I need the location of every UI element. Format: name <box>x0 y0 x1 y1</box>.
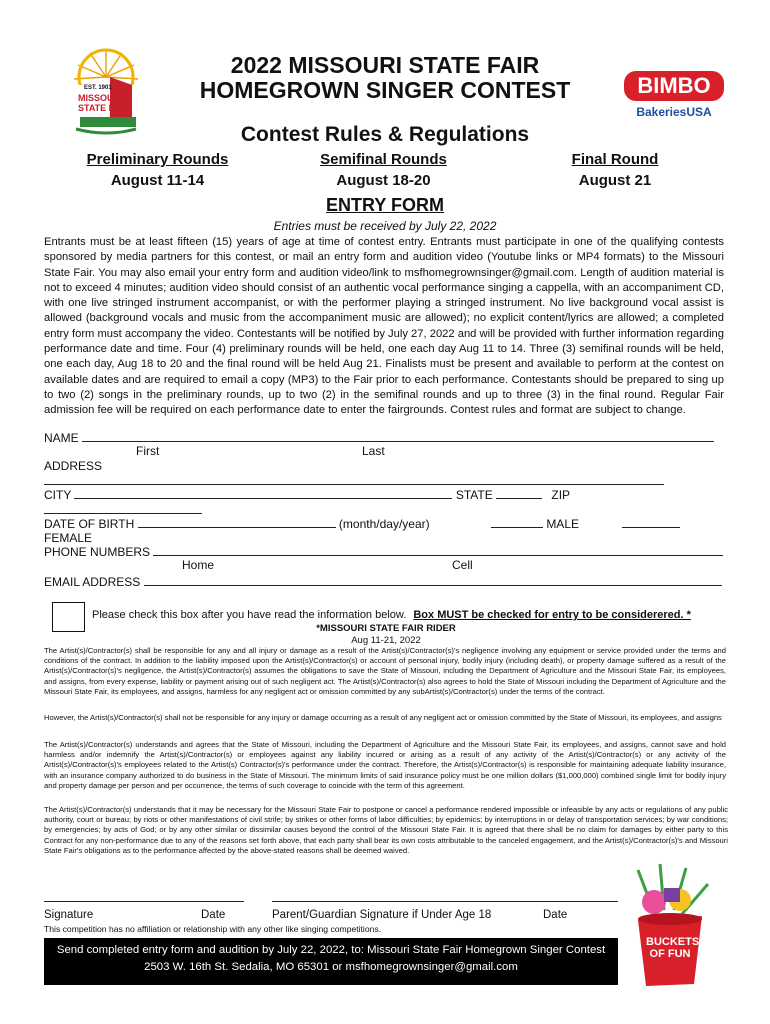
female-checkbox-line[interactable] <box>622 516 680 528</box>
parent-date-label: Date <box>543 909 568 921</box>
name-label: NAME <box>44 431 79 445</box>
rider-paragraph-4: The Artist(s)/Contractor(s) understands that it may be necessary for the Missouri State Fair to postpone or cancel a performance rendered impossible or infeasible by any acts or regulations of any public authority, court or bureau; by riots or other manifestations of civil strife; by strikes or other forms of labor difficulties; by epidemics; by interruptions in or delay of transportation services; by war conditions; by emergencies; by acts of God; or by any other similar or dissimilar causes beyond the control of the Missouri State Fair. It is agreed that there shall be no claim for damages by either party to this Contract for any non-performance due to any of the reasons set forth above, that each party shall bear its own costs attributable to the canceled engagement, and the Artist(s)/Contractor(s)'s and Missouri State Fair's obligations as to the performance affected by the above-stated reasons shall be deemed waived. <box>44 805 728 855</box>
zip-label: ZIP <box>551 488 570 502</box>
state-input[interactable] <box>496 487 542 499</box>
email-row <box>44 574 724 589</box>
rules-text: Entrants must be at least fifteen (15) years of age at time of contest entry. Entrants must participate in one of the qualifying contests sponsored by media partners for this contest, or mail an entry form and audition video (Youtube links or MP4 formats) to the Missouri State Fair. You may also email your entry form and audition video/link to msfhomegrownsinger@gmail.com. Length of audition material is not to exceed 4 minutes; audition video should consist of an authentic vocal performance singing a cappella, with an accompaniment CD, with one live stringed instrument accompanist, or with the performer playing a stringed instrument. No live background vocal assist is allowed (background vocals and music from the accompaniment music are allowed); no explicit content/lyrics are allowed; a completed entry form must accompany the video. Contestants will be notified by July 27, 2022 and will be provided with further information regarding performance date and time. Four (4) preliminary rounds will be held, one each day Aug 11 to 14. Three (3) semifinal rounds will be held, one each day, Aug 18 to 20 and the final round will be held Aug 21. Finalists must be present and available to perform at the contest on available dates and are required to email a copy (MP3) to the Fair prior to each performance. Contestants should be prepared to sing up to two (2) songs in the preliminary rounds, up to two (2) in the semifinal rounds and up to three (3) in the final round. Regular Fair admission fee will be required on each performance date to enter the fairgrounds. Contest rules and format are subject to change. <box>44 236 724 417</box>
round-dates: August 21 <box>578 172 652 189</box>
parent-signature-line[interactable] <box>272 901 618 902</box>
first-label: First <box>136 444 160 458</box>
city-input[interactable] <box>74 487 452 499</box>
checkbox-text <box>92 609 691 621</box>
dob-input[interactable] <box>138 516 336 528</box>
checkbox-instruction: Please check this box after you have read the information below. <box>92 609 407 621</box>
title-line-2: HOMEGROWN SINGER CONTEST <box>199 77 571 103</box>
title-line-1: 2022 MISSOURI STATE FAIR <box>230 52 540 78</box>
phone-input[interactable] <box>153 544 723 556</box>
round-name: Preliminary Rounds <box>86 151 229 168</box>
rider-paragraph-3: The Artist(s)/Contractor(s) understands and agrees that the State of Missouri, including the Department of Agriculture and the Missouri State Fair, its employees, and assigns, cannot save and hold harmless and/or indemnify the Artist(s)/Contractor(s) or employees against any liability incurred or arising as a result of any activity of the Artist(s)/Contractor(s) or any activity of the Artist(s)/Contractor(s)'s employees related to the Artist(s) Contractor(s)'s performance under the contract. Therefore, the Artist(s)/Contractor(s) is responsible for maintaining adequate liability insurance, with an insurance company authorized to do business in the State of Missouri. The minimum limits of said insurance policy must be one million dollars ($1,000,000) combined single limit for bodily injury and property damage per person and per occurrence, the terms of such coverage to coincide with the term of this agreement. <box>44 740 726 790</box>
buckets-of-fun-illustration <box>624 862 716 990</box>
female-label: FEMALE <box>44 531 93 545</box>
logo-state-fair: STATE FAIR <box>78 103 130 113</box>
home-label: Home <box>182 558 215 572</box>
male-label: MALE <box>546 517 579 531</box>
disclaimer: This competition has no affiliation or relationship with any other like singing competitions. <box>44 924 382 934</box>
address-label: ADDRESS <box>44 459 103 473</box>
rider-dates: Aug 11-21, 2022 <box>351 635 421 646</box>
parent-signature-label: Parent/Guardian Signature if Under Age 18 <box>272 909 492 921</box>
buckets-of-fun-text: BUCKETS OF FUN <box>646 936 700 960</box>
city-row <box>44 487 724 517</box>
dob-format: (month/day/year) <box>338 517 430 531</box>
footer-line-1: Send completed entry form and audition by July 22, 2022, to: Missouri State Fair Homegrown Singer Contest <box>56 944 606 956</box>
state-label: STATE <box>455 488 493 502</box>
read-confirm-checkbox[interactable] <box>52 602 85 632</box>
zip-input[interactable] <box>44 502 202 514</box>
email-label: EMAIL ADDRESS <box>44 575 141 589</box>
phone-label: PHONE NUMBERS <box>44 545 151 559</box>
dob-row <box>44 516 724 545</box>
address-input[interactable] <box>44 473 664 485</box>
signature-label: Signature <box>44 909 94 921</box>
footer-banner <box>44 938 618 985</box>
phone-row <box>44 544 724 559</box>
name-input[interactable] <box>82 430 714 442</box>
round-name: Semifinal Rounds <box>320 151 447 168</box>
signature-line[interactable] <box>44 901 244 902</box>
round-name: Final Round <box>571 151 659 168</box>
male-checkbox-line[interactable] <box>491 516 543 528</box>
round-semifinal <box>296 151 471 189</box>
rider-paragraph-1: The Artist(s)/Contractor(s) shall be responsible for any and all injury or damage as a result of the Artist(s)/Contractor(s)'s negligence involving any equipment or service provided under the terms and conditions of the contract. In addition to the liability imposed upon the Artist(s)/Contractor(s) or account of personal injury, bodily injury (including death), or property damage suffered as a result of the Artist(s)/Contractor(s)'s negligence, the Artist(s)/Contractor(s) assumes the obligations to save the State of Missouri, including the Department of Agriculture and the Missouri State Fair, its employees, and assigns, from every expense, liability or payment arising out of such negligent act. The Artist(s)/Contractor(s) also agrees to hold the State of Missouri including the Department of Agriculture and the Missouri State Fair, its employees, and assigns, harmless for any negligent act or omission committed by any subArtist(s)/Contractor(s) under the terms of the contract. <box>44 646 726 696</box>
entry-deadline: Entries must be received by July 22, 2022 <box>273 219 497 233</box>
footer-line-2: 2503 W. 16th St. Sedalia, MO 65301 or msfhomegrownsinger@gmail.com <box>144 961 518 973</box>
name-row <box>44 430 724 445</box>
logo-est: EST. 1901 <box>84 85 112 91</box>
rider-title: *MISSOURI STATE FAIR RIDER <box>316 623 456 634</box>
dob-label: DATE OF BIRTH <box>44 517 135 531</box>
round-preliminary <box>70 151 245 189</box>
signature-date-label: Date <box>201 909 226 921</box>
last-label: Last <box>362 444 385 458</box>
subtitle: Contest Rules & Regulations <box>240 123 530 146</box>
cell-label: Cell <box>452 558 473 572</box>
rider-paragraph-2: However, the Artist(s)/Contractor(s) shall not be responsible for any injury or damage occurring as a result of any negligent act or omission committed by the State of Missouri, its employees, and assigns <box>44 713 722 722</box>
bimbo-logo <box>624 71 724 123</box>
entry-form-heading: ENTRY FORM <box>325 195 444 215</box>
missouri-state-fair-logo <box>70 47 142 139</box>
round-dates: August 18-20 <box>336 172 431 189</box>
address-row <box>44 459 724 488</box>
logo-missouri: MISSOURI <box>78 93 123 103</box>
bimbo-brand: BIMBO <box>637 73 711 98</box>
email-input[interactable] <box>144 574 722 586</box>
round-dates: August 11-14 <box>110 172 205 189</box>
checkbox-required: Box MUST be checked for entry to be considerered. * <box>413 609 691 621</box>
city-label: CITY <box>44 488 72 502</box>
round-final <box>540 151 690 189</box>
bimbo-sub: BakeriesUSA <box>636 105 712 119</box>
